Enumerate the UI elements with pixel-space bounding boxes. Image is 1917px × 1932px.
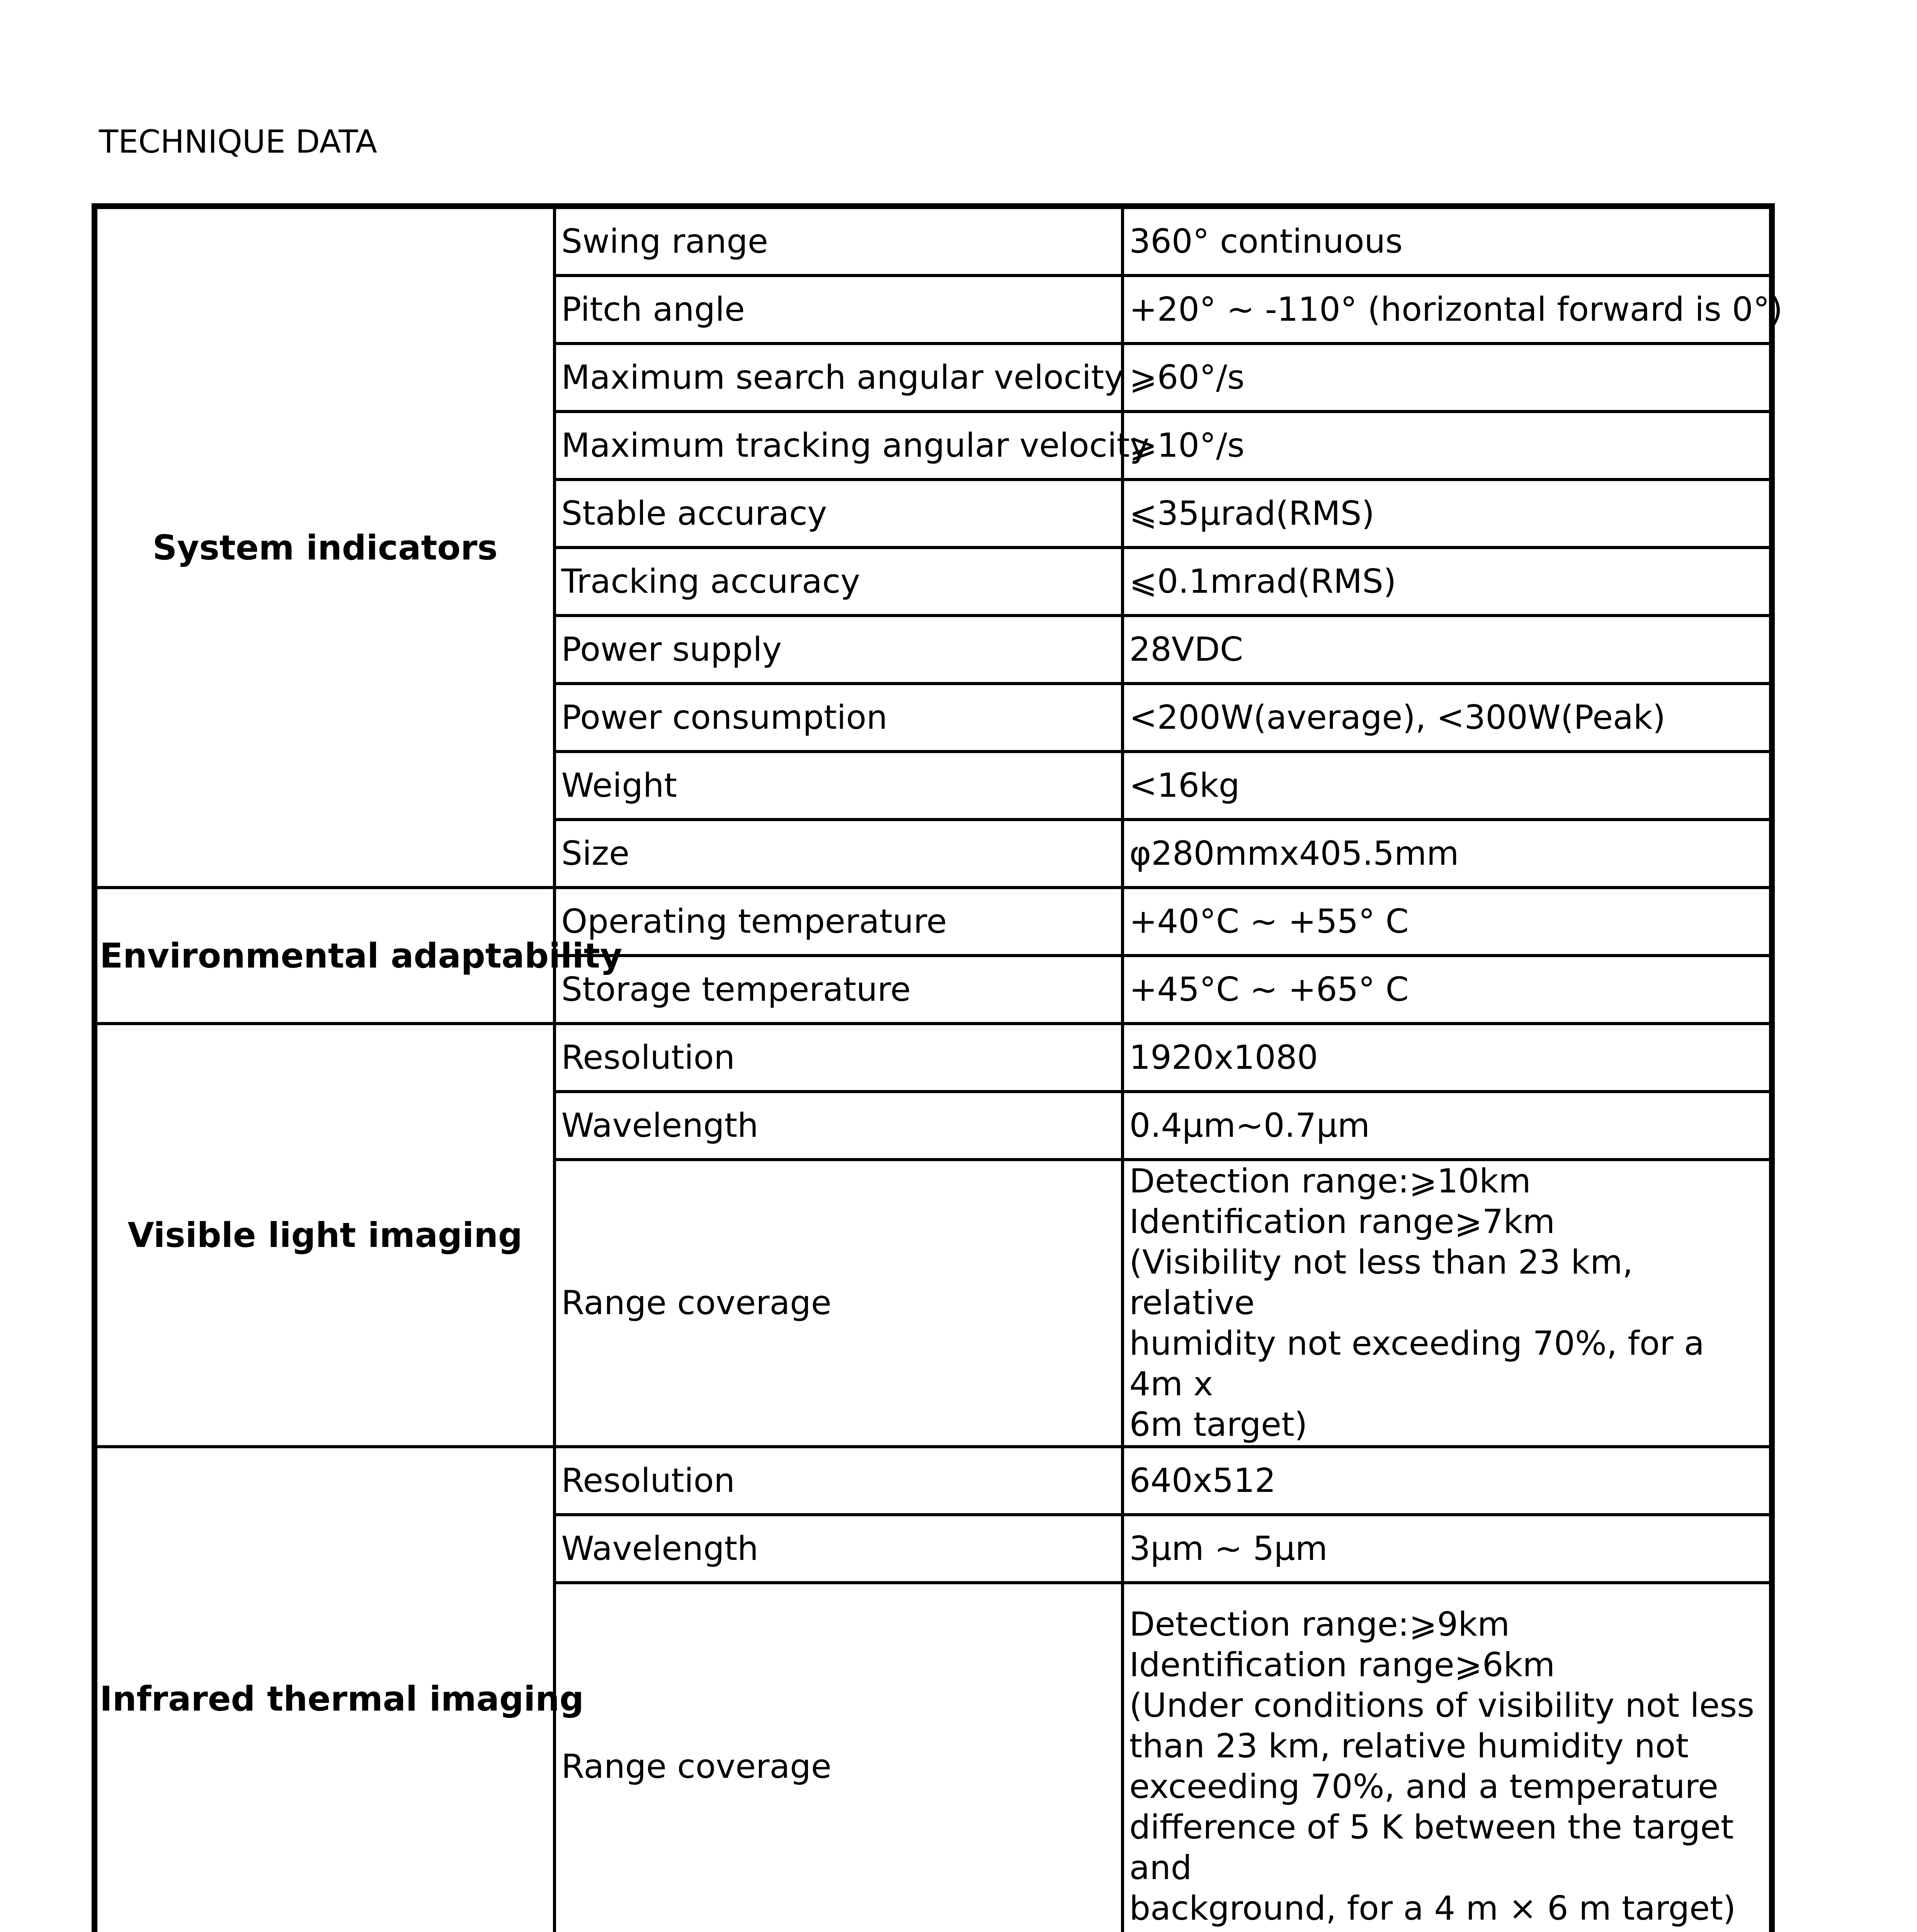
param-label: Tracking accuracy: [555, 548, 1123, 616]
technical-data-table: [92, 203, 1783, 1932]
page-heading: TECHNIQUE DATA: [99, 124, 378, 160]
param-value: 640x512: [1123, 1447, 1772, 1515]
param-value-multiline: [1123, 1583, 1772, 1932]
value-line: 6m target): [1129, 1405, 1308, 1444]
param-value: +20° ~ -110° (horizontal forward is 0°): [1123, 276, 1772, 344]
value-line: Detection range:⩾10km: [1129, 1162, 1531, 1201]
table-row: [95, 206, 1772, 276]
param-label: Size: [555, 820, 1123, 888]
param-value: ⩽0.1mrad(RMS): [1123, 548, 1772, 616]
value-line: humidity not exceeding 70%, for a 4m x: [1129, 1324, 1704, 1403]
group-environmental-adaptability: Environmental adaptability: [95, 888, 555, 1024]
param-value: +45°C ~ +65° C: [1123, 956, 1772, 1024]
value-line: exceeding 70%, and a temperature: [1129, 1767, 1718, 1806]
param-value: <16kg: [1123, 752, 1772, 820]
param-value: φ280mmx405.5mm: [1123, 820, 1772, 888]
value-line: Identification range⩾6km: [1129, 1646, 1555, 1684]
table-row: [95, 1447, 1772, 1515]
param-label: Swing range: [555, 206, 1123, 276]
param-label: Power supply: [555, 616, 1123, 684]
param-value: +40°C ~ +55° C: [1123, 888, 1772, 956]
param-label: Stable accuracy: [555, 480, 1123, 548]
param-label: Pitch angle: [555, 276, 1123, 344]
param-label: Weight: [555, 752, 1123, 820]
group-visible-light-imaging: Visible light imaging: [95, 1024, 555, 1447]
value-line: (Visibility not less than 23 km, relative: [1129, 1243, 1633, 1322]
param-label: Range coverage: [555, 1583, 1123, 1932]
param-label: Wavelength: [555, 1092, 1123, 1160]
group-system-indicators: System indicators: [95, 206, 555, 888]
param-value: 0.4μm~0.7μm: [1123, 1092, 1772, 1160]
value-line: background, for a 4 m × 6 m target): [1129, 1889, 1736, 1928]
param-value: ⩾10°/s: [1123, 412, 1772, 480]
param-value: 360° continuous: [1123, 206, 1772, 276]
param-label: Resolution: [555, 1024, 1123, 1092]
value-line: Identification range⩾7km: [1129, 1202, 1555, 1241]
value-line: Detection range:⩾9km: [1129, 1605, 1510, 1644]
param-value: <200W(average), <300W(Peak): [1123, 684, 1772, 752]
value-line: difference of 5 K between the target and: [1129, 1808, 1734, 1887]
table-row: [95, 888, 1772, 956]
param-value: ⩾60°/s: [1123, 344, 1772, 412]
param-value: 3μm ~ 5μm: [1123, 1515, 1772, 1583]
param-value: 28VDC: [1123, 616, 1772, 684]
param-label: Maximum tracking angular velocity: [555, 412, 1123, 480]
param-value: 1920x1080: [1123, 1024, 1772, 1092]
group-infrared-thermal-imaging: Infrared thermal imaging: [95, 1447, 555, 1932]
param-label: Operating temperature: [555, 888, 1123, 956]
value-line: than 23 km, relative humidity not: [1129, 1727, 1689, 1765]
param-value-multiline: [1123, 1160, 1772, 1447]
param-label: Maximum search angular velocity: [555, 344, 1123, 412]
param-label: Range coverage: [555, 1160, 1123, 1447]
value-line: (Under conditions of visibility not less: [1129, 1686, 1754, 1725]
param-label: Wavelength: [555, 1515, 1123, 1583]
param-label: Storage temperature: [555, 956, 1123, 1024]
param-value: ⩽35μrad(RMS): [1123, 480, 1772, 548]
param-label: Resolution: [555, 1447, 1123, 1515]
param-label: Power consumption: [555, 684, 1123, 752]
table-row: [95, 1024, 1772, 1092]
